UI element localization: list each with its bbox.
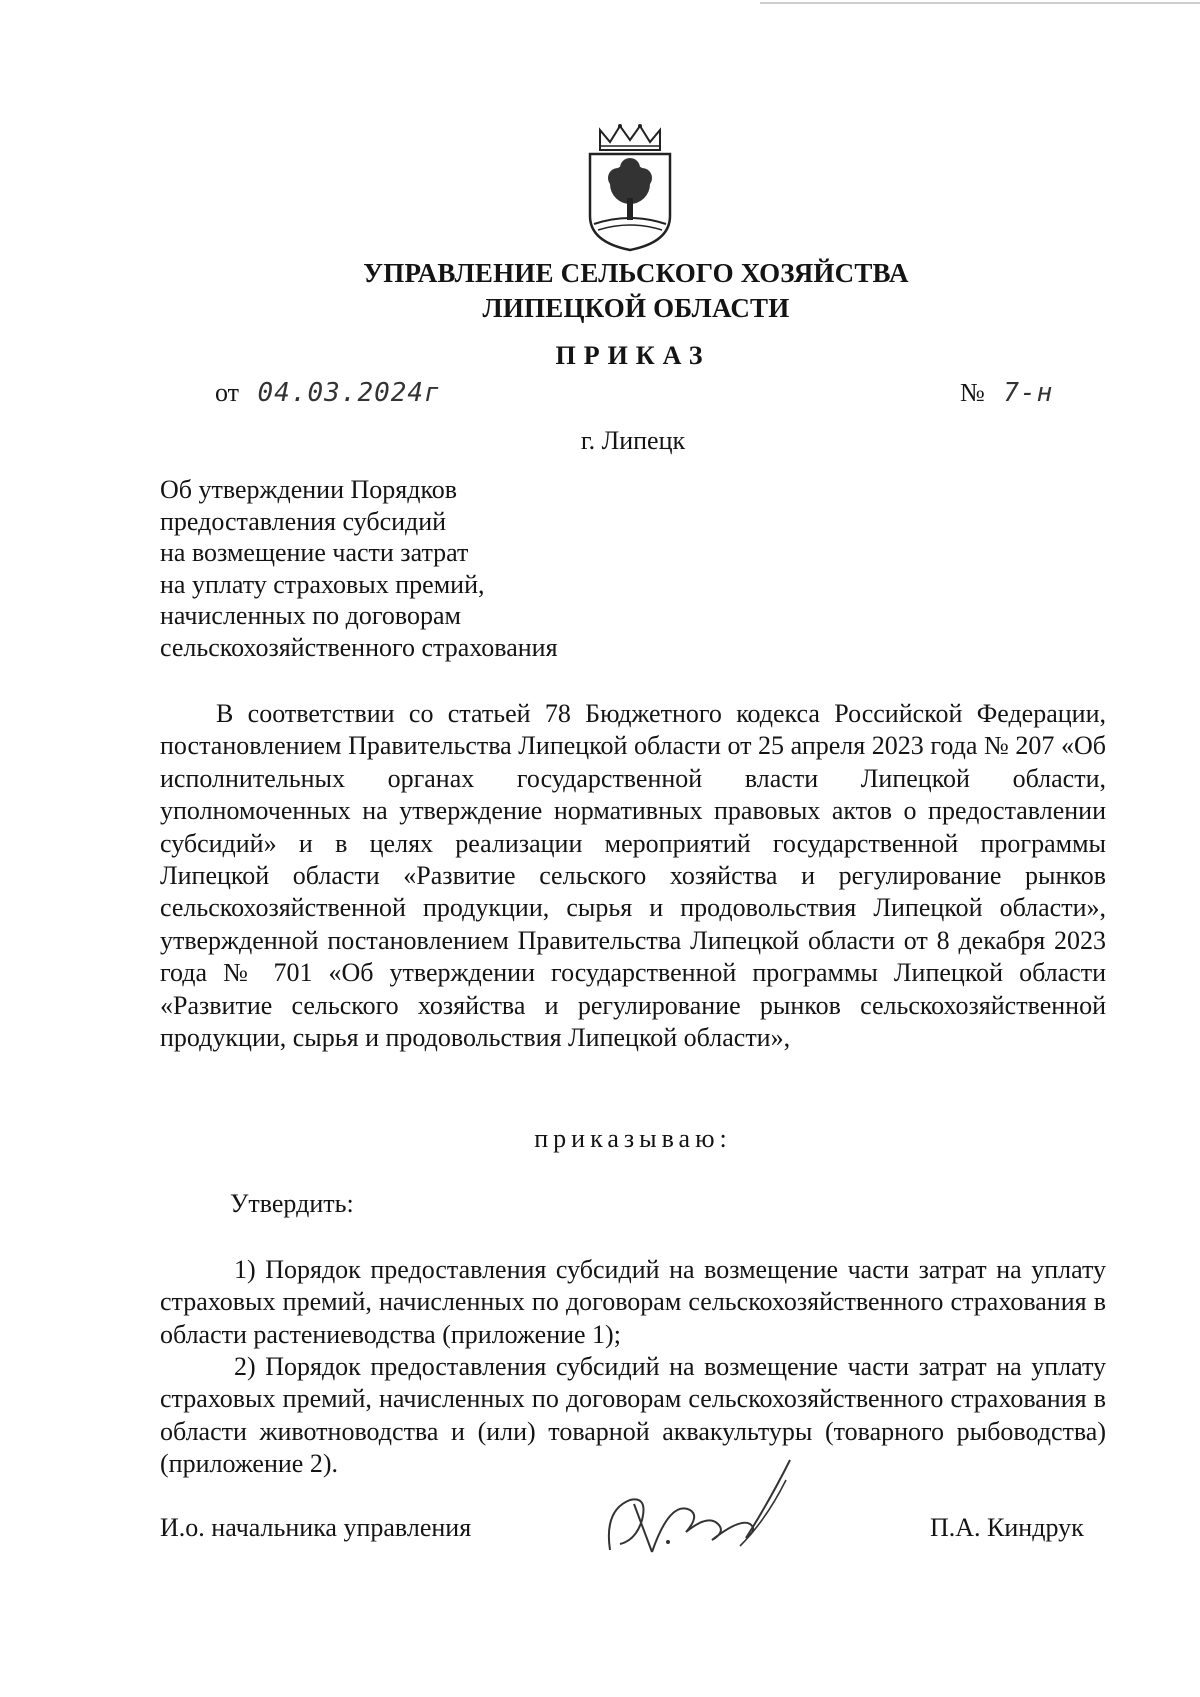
title-line: на уплату страховых премий, (160, 569, 485, 599)
organization-name-line-1: УПРАВЛЕНИЕ СЕЛЬСКОГО ХОЗЯЙСТВА (363, 258, 909, 288)
handwritten-number: 7-н (1003, 378, 1054, 408)
signatory-name: П.А. Киндрук (930, 1513, 1084, 1542)
order-word: приказываю: (534, 1124, 732, 1153)
title-line: предоставления субсидий (160, 506, 447, 536)
organization-name (0, 256, 1200, 326)
title-line: сельскохозяйственного страхования (160, 632, 558, 662)
number-prefix: № (960, 378, 985, 407)
city: г. Липецк (580, 426, 686, 455)
coat-of-arms-emblem (582, 120, 678, 252)
organization-name-line-2: ЛИПЕЦКОЙ ОБЛАСТИ (482, 293, 790, 323)
number-row (960, 378, 1053, 408)
title-line: начисленных по договорам (160, 601, 462, 630)
title-line: на возмещение части затрат (160, 538, 469, 567)
preamble-paragraph: В соответствии со статьей 78 Бюджетного кодекса Российской Федерации, постановлением Правительства Липецкой области от 25 апреля 2023 года № 207 «Об исполнительных органах государственной власти Липецкой области, уполномоченных на утверждение нормативных правовых актов о предоставлении субсидий» и в целях реализации мероприятий государственной программы Липецкой области «Развитие сельского хозяйства и регулирование рынков сельскохозяйственной продукции, сырья и продовольствия Липецкой области», утвержденной постановлением Правительства Липецкой области от 8 декабря 2023 года № 701 «Об утверждении государственной программы Липецкой области «Развитие сельского хозяйства и регулирование рынков сельскохозяйственной продукции, сырья и продовольствия Липецкой области», (160, 699, 1106, 1053)
signatory-position: И.о. начальника управления (160, 1513, 472, 1542)
order-item-2: 2) Порядок предоставления субсидий на возмещение части затрат на уплату страховых премий, начисленных по договорам сельскохозяйственного страхования в области животноводства и (или) товарной аквакультуры (товарного рыбоводства) (приложение 2). (160, 1352, 1106, 1479)
order-item-1: 1) Порядок предоставления субсидий на возмещение части затрат на уплату страховых премий, начисленных по договорам сельскохозяйственного страхования в области растениеводства (приложение 1); (160, 1255, 1106, 1349)
title-line: Об утверждении Порядков (160, 475, 458, 504)
handwritten-signature (590, 1440, 820, 1570)
date-row (215, 378, 441, 408)
document-title (160, 474, 558, 663)
scan-edge-line (760, 2, 1200, 4)
approve-heading: Утвердить: (230, 1189, 354, 1218)
handwritten-date: 04.03.2024г (257, 378, 441, 408)
date-prefix: от (215, 378, 240, 407)
document-type: ПРИКАЗ (555, 341, 711, 370)
